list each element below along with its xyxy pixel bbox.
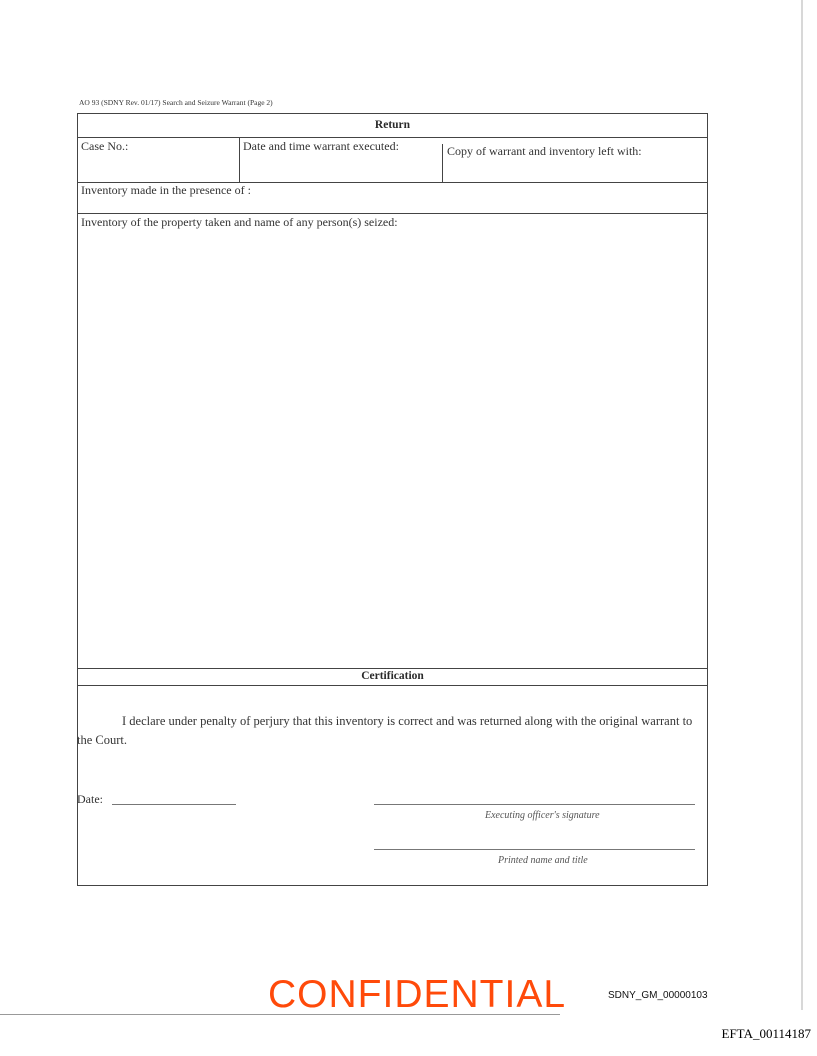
inventory-label: Inventory of the property taken and name of any person(s) seized: [81,215,398,229]
signature-line [374,804,695,805]
warrant-return-form [77,113,708,886]
date-line [112,804,236,805]
copy-left-with-label: Copy of warrant and inventory left with: [447,144,642,158]
form-identifier: AO 93 (SDNY Rev. 01/17) Search and Seizure Warrant (Page 2) [79,98,273,107]
printed-name-line [374,849,695,850]
footer-rule [0,1014,560,1015]
efta-number: EFTA_00114187 [721,1026,811,1041]
divider [78,213,707,214]
presence-label: Inventory made in the presence of : [81,183,251,197]
printed-name-caption: Printed name and title [498,855,588,866]
case-number-label: Case No.: [81,139,129,153]
divider [442,144,443,182]
bates-number: SDNY_GM_00000103 [608,990,708,1001]
certification-section-title: Certification [361,670,424,682]
divider [78,668,707,669]
return-section-title: Return [374,119,411,131]
confidential-stamp: CONFIDENTIAL [268,973,567,1016]
divider [239,137,240,182]
divider [78,685,707,686]
scan-edge [801,0,803,1010]
date-label: Date: [77,792,103,806]
divider [78,137,707,138]
signature-caption: Executing officer's signature [485,810,600,821]
date-executed-label: Date and time warrant executed: [243,139,399,153]
certification-statement: I declare under penalty of perjury that this inventory is correct and was returned along with the original warrant to the Court. [77,714,693,747]
